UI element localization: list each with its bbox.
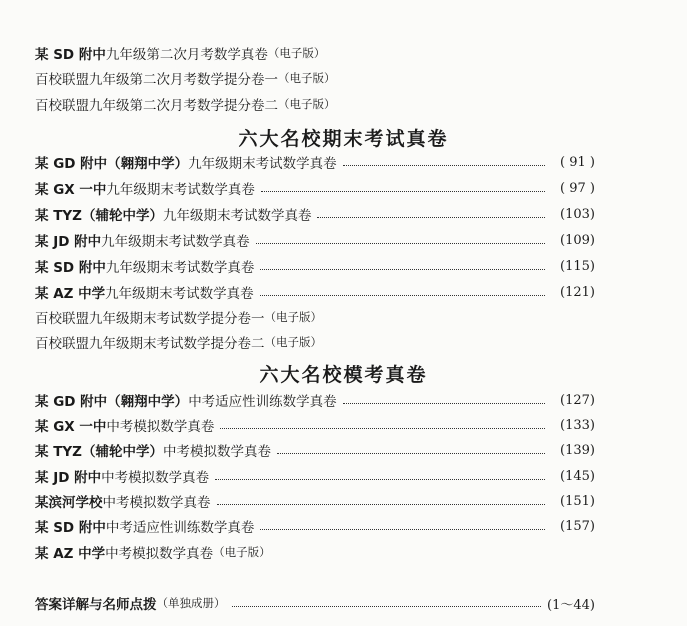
entry-school: 某 TYZ（辅轮中学）	[35, 444, 163, 460]
dot-leader	[215, 478, 545, 480]
toc-entry	[35, 541, 595, 563]
entry-title: 中考适应性训练数学真卷	[105, 520, 255, 536]
toc-entry	[35, 331, 595, 353]
entry-page: (157)	[560, 518, 595, 534]
entry-school: 某 SD 附中	[35, 47, 106, 63]
entry-school: 某 GD 附中（翱翔中学）	[35, 156, 189, 172]
toc-entry	[35, 93, 595, 115]
entry-title: 九年级第二次月考数学真卷	[105, 47, 268, 63]
entry-page: ( 91 )	[560, 154, 595, 170]
dot-leader	[220, 427, 545, 429]
section-heading: 六大名校模考真卷	[259, 364, 428, 386]
entry-page: (115)	[560, 258, 595, 274]
entry-school: 某 GX 一中	[35, 182, 107, 198]
entry-page: (109)	[560, 232, 595, 248]
entry-title: 九年级期末考试数学真卷	[106, 182, 255, 198]
entry-title: 九年级期末考试数学真卷	[188, 156, 337, 172]
dot-leader	[260, 268, 545, 270]
dot-leader	[343, 402, 545, 404]
entry-note: （电子版）	[267, 46, 326, 60]
toc-entry	[35, 465, 595, 487]
dot-leader	[232, 605, 542, 607]
entry-school: 某 GX 一中	[35, 419, 107, 435]
toc-entry-answers	[35, 592, 595, 614]
toc-entry	[35, 42, 595, 64]
entry-school: 某滨河学校	[35, 495, 103, 511]
entry-title: 中考模拟数学真卷	[106, 419, 215, 435]
toc-entry	[35, 177, 595, 199]
toc-entry	[35, 229, 595, 251]
toc-entry	[35, 203, 595, 225]
entry-school: 某 TYZ（辅轮中学）	[35, 208, 163, 224]
entry-note: （电子版）	[278, 71, 336, 85]
entry-page: (1～44)	[547, 597, 595, 613]
entry-school: 某 SD 附中	[35, 260, 106, 276]
entry-title: 中考适应性训练数学真卷	[188, 394, 337, 410]
dot-leader	[256, 242, 545, 244]
dot-leader	[260, 528, 545, 530]
toc-entry	[35, 414, 595, 436]
entry-note: （电子版）	[278, 97, 336, 111]
toc-entry	[35, 255, 595, 277]
dot-leader	[343, 164, 545, 166]
entry-title: 九年级期末考试数学真卷	[101, 234, 250, 250]
toc-entry	[35, 67, 595, 89]
dot-leader	[317, 216, 545, 218]
entry-school: 某 AZ 中学	[35, 546, 106, 562]
entry-page: (127)	[560, 392, 595, 408]
entry-title: 中考模拟数学真卷	[102, 495, 211, 511]
toc-entry	[35, 490, 595, 512]
entry-title: 中考模拟数学真卷	[162, 444, 271, 460]
entry-page: (133)	[560, 417, 595, 433]
entry-page: (103)	[560, 206, 595, 222]
dot-leader	[260, 294, 545, 296]
toc-entry	[35, 281, 595, 303]
entry-school: 某 SD 附中	[35, 520, 106, 536]
entry-title: 百校联盟九年级期末考试数学提分卷一	[35, 311, 265, 327]
entry-title: 百校联盟九年级第二次月考数学提分卷二	[35, 98, 278, 114]
entry-page: (145)	[560, 468, 595, 484]
section-heading: 六大名校期末考试真卷	[238, 128, 449, 150]
entry-note: （电子版）	[264, 310, 322, 324]
dot-leader	[277, 452, 545, 454]
toc-entry	[35, 515, 595, 537]
entry-title: 九年级期末考试数学真卷	[162, 208, 312, 224]
toc-entry	[35, 389, 595, 411]
dot-leader	[217, 503, 546, 505]
entry-page: (121)	[560, 284, 595, 300]
entry-school: 答案详解与名师点拨	[35, 597, 157, 613]
entry-title: 九年级期末考试数学真卷	[105, 286, 254, 302]
entry-title: 百校联盟九年级第二次月考数学提分卷一	[35, 72, 278, 88]
entry-title: 中考模拟数学真卷	[105, 546, 214, 562]
entry-school: 某 GD 附中（翱翔中学）	[35, 394, 189, 410]
entry-note: （电子版）	[264, 335, 322, 349]
entry-page: ( 97 )	[560, 180, 595, 196]
dot-leader	[261, 190, 545, 192]
toc-entry	[35, 306, 595, 328]
entry-title: 百校联盟九年级期末考试数学提分卷二	[35, 336, 265, 352]
entry-title: 九年级期末考试数学真卷	[105, 260, 255, 276]
entry-title: 中考模拟数学真卷	[101, 470, 210, 486]
entry-note: （电子版）	[213, 545, 271, 559]
entry-school: 某 JD 附中	[35, 470, 102, 486]
entry-school: 某 JD 附中	[35, 234, 102, 250]
entry-page: (151)	[560, 493, 595, 509]
toc-entry	[35, 151, 595, 173]
entry-note: （单独成册）	[156, 596, 226, 610]
entry-page: (139)	[560, 442, 595, 458]
toc-entry	[35, 439, 595, 461]
entry-school: 某 AZ 中学	[35, 286, 106, 302]
